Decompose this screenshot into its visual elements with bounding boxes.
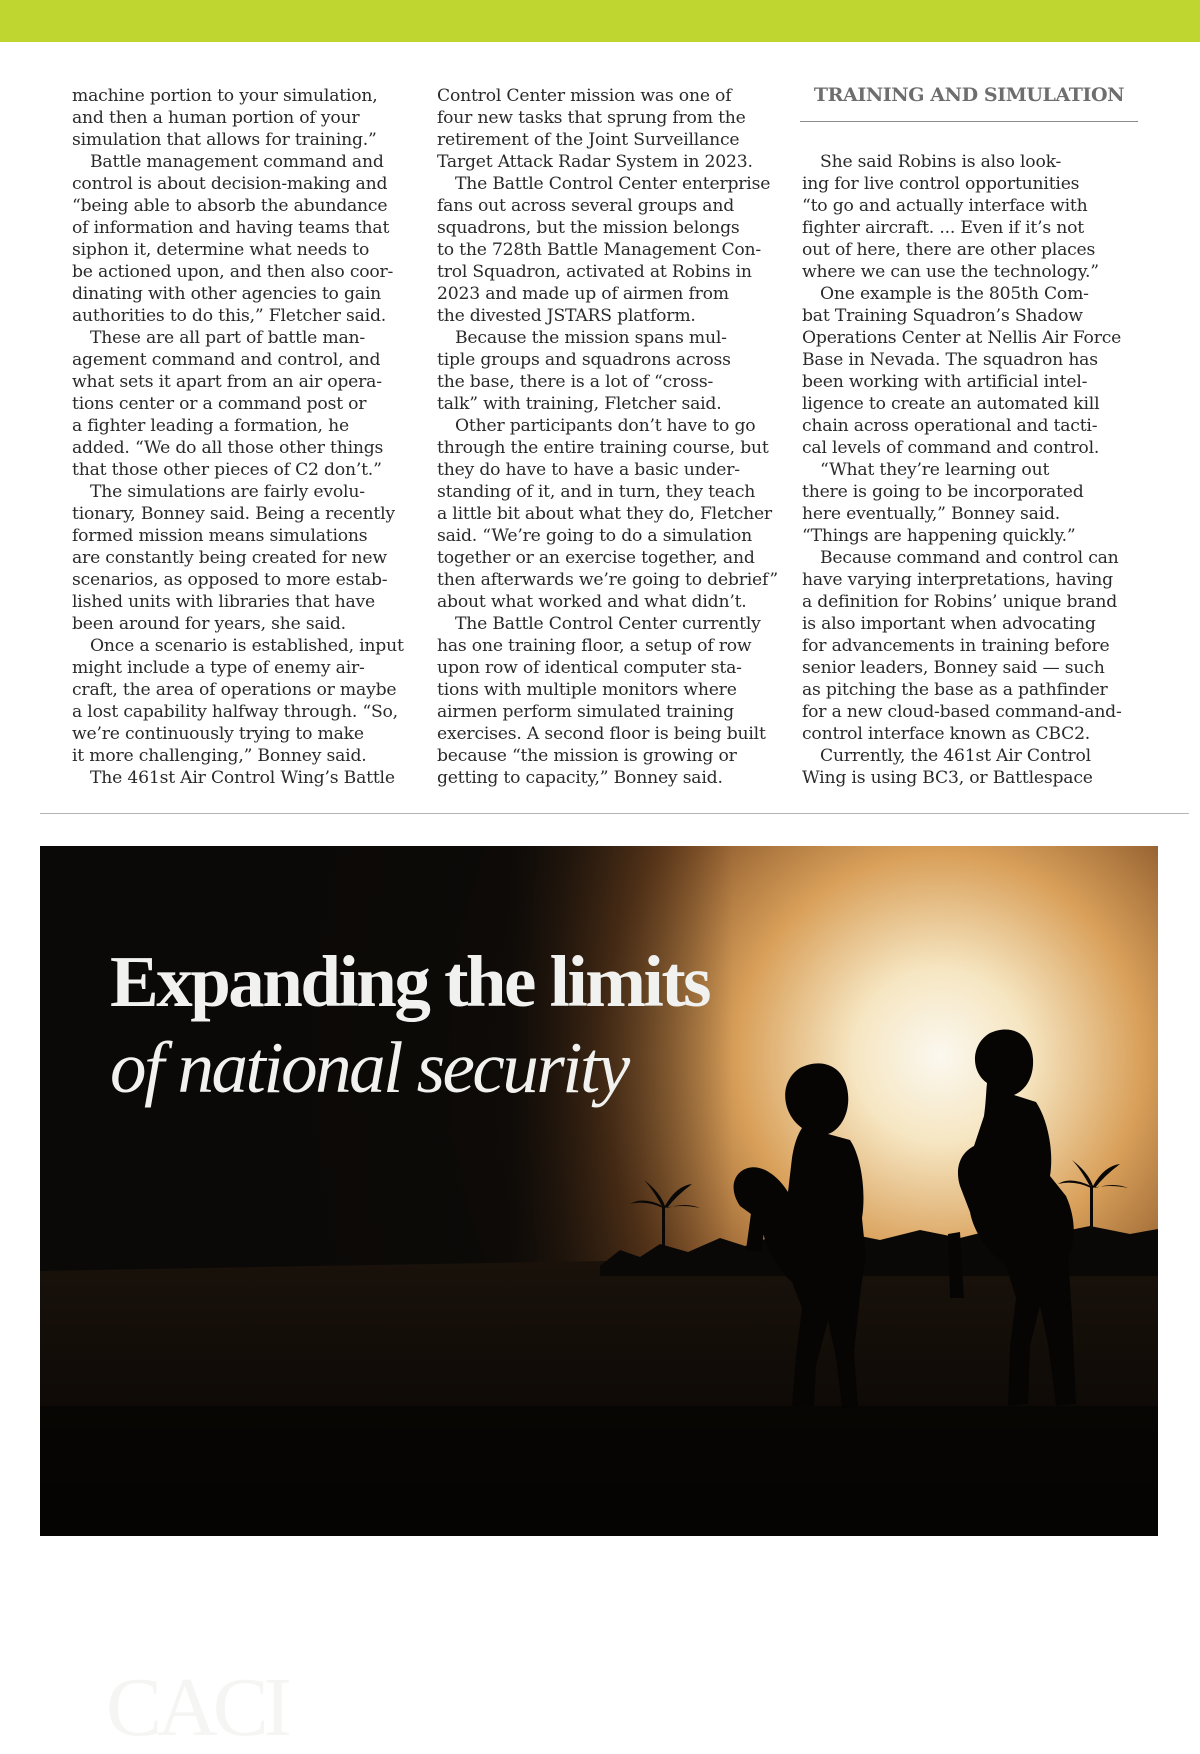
caci-advertisement[interactable] [40,846,1158,1754]
article-line: formed mission means simulations [72,526,368,546]
article-line: control is about decision-making and [72,174,388,194]
article-line: a definition for Robins’ unique brand [802,592,1118,612]
article-line: of information and having teams that [72,218,390,238]
article-line: fighter aircraft. ... Even if it’s not [802,218,1084,238]
article-line: ligence to create an automated kill [802,394,1100,414]
article-line: the base, there is a lot of “cross- [437,372,714,392]
article-line: She said Robins is also look- [820,152,1062,172]
article-line: has one training floor, a setup of row [437,636,752,656]
article-line: where we can use the technology.” [802,262,1099,282]
article-line: been working with artificial intel- [802,372,1088,392]
article-line: out of here, there are other places [802,240,1096,260]
article-line: One example is the 805th Com- [820,284,1089,304]
article-line: authorities to do this,” Fletcher said. [72,306,387,326]
article-line: are constantly being created for new [72,548,387,568]
article-line: squadrons, but the mission belongs [437,218,740,238]
article-line: trol Squadron, activated at Robins in [437,262,752,282]
article-line: simulation that allows for training.” [72,130,377,150]
ad-headline-line-2: of national security [110,1027,628,1108]
article-line: for a new cloud-based command-and- [802,702,1122,722]
article-line: tions center or a command post or [72,394,367,414]
article-line: to the 728th Battle Management Con- [437,240,762,260]
article-line: it more challenging,” Bonney said. [72,746,367,766]
article-line: Wing is using BC3, or Battlespace [802,768,1093,788]
article-line: been around for years, she said. [72,614,346,634]
article-line: about what worked and what didn’t. [437,592,747,612]
article-line: The Battle Control Center enterprise [455,174,771,194]
article-line: scenarios, as opposed to more estab- [72,570,388,590]
article-column-1 [72,85,412,789]
article-line: craft, the area of operations or maybe [72,680,397,700]
article-line: said. “We’re going to do a simulation [437,526,752,546]
article-line: bat Training Squadron’s Shadow [802,306,1083,326]
article-column-3 [802,151,1142,789]
article-line: as pitching the base as a pathfinder [802,680,1108,700]
article-line: retirement of the Joint Surveillance [437,130,740,150]
article-line: standing of it, and in turn, they teach [437,482,756,502]
article-line: Target Attack Radar System in 2023. [437,152,753,172]
article-line: because “the mission is growing or [437,746,737,766]
article-line: tionary, Bonney said. Being a recently [72,504,395,524]
article-line: might include a type of enemy air- [72,658,365,678]
article-line: exercises. A second floor is being built [437,724,766,744]
article-line: “Things are happening quickly.” [802,526,1076,546]
article-line: siphon it, determine what needs to [72,240,370,260]
article-line: that those other pieces of C2 don’t.” [72,460,382,480]
article-line: Currently, the 461st Air Control [820,746,1091,766]
section-rule [800,121,1138,122]
article-line: what sets it apart from an air opera- [72,372,382,392]
article-line: lished units with libraries that have [72,592,376,612]
article-line: tions with multiple monitors where [437,680,737,700]
article-line: be actioned upon, and then also coor- [72,262,394,282]
article-line: These are all part of battle man- [90,328,365,348]
ad-divider [40,813,1189,814]
article-line: then afterwards we’re going to debrief” [437,570,779,590]
article-line: Battle management command and [90,152,384,172]
article-line: a fighter leading a formation, he [72,416,349,436]
article-line: Operations Center at Nellis Air Force [802,328,1122,348]
article-line: chain across operational and tacti- [802,416,1098,436]
article-line: a lost capability halfway through. “So, [72,702,398,722]
article-line: through the entire training course, but [437,438,769,458]
article-line: “What they’re learning out [820,460,1050,480]
caci-logo: CACI [106,1661,287,1754]
article-line: airmen perform simulated training [437,702,734,722]
article-line: have varying interpretations, having [802,570,1113,590]
article-line: and then a human portion of your [72,108,360,128]
article-line: a little bit about what they do, Fletcher [437,504,772,524]
article-line: they do have to have a basic under- [437,460,740,480]
section-label: TRAINING AND SIMULATION [813,84,1125,106]
article-line: agement command and control, and [72,350,381,370]
article-line: control interface known as CBC2. [802,724,1091,744]
article-line: upon row of identical computer sta- [437,658,742,678]
article-line: “being able to absorb the abundance [72,196,388,216]
article-line: Other participants don’t have to go [455,416,756,436]
article-line: Base in Nevada. The squadron has [802,350,1098,370]
article-line: 2023 and made up of airmen from [437,284,729,304]
article-line: ing for live control opportunities [802,174,1080,194]
article-column-2 [437,85,777,789]
article-line: Control Center mission was one of [437,86,732,106]
article-line: added. “We do all those other things [72,438,384,458]
article-line: for advancements in training before [802,636,1110,656]
article-line: fans out across several groups and [437,196,735,216]
article-line: the divested JSTARS platform. [437,306,696,326]
article-line: Once a scenario is established, input [90,636,404,656]
top-accent-bar [0,0,1200,42]
article-line: cal levels of command and control. [802,438,1100,458]
article-line: there is going to be incorporated [802,482,1084,502]
ad-headline-line-1: Expanding the limits [110,941,710,1022]
article-line: The Battle Control Center currently [455,614,761,634]
article-line: together or an exercise together, and [437,548,755,568]
article-line: getting to capacity,” Bonney said. [437,768,723,788]
article-line: talk” with training, Fletcher said. [437,394,722,414]
article-line: machine portion to your simulation, [72,86,378,106]
article-line: The 461st Air Control Wing’s Battle [90,768,395,788]
article-line: we’re continuously trying to make [72,724,364,744]
article-line: senior leaders, Bonney said — such [802,658,1105,678]
article-line: dinating with other agencies to gain [72,284,381,304]
article-line: Because the mission spans mul- [455,328,727,348]
article-line: here eventually,” Bonney said. [802,504,1061,524]
article-line: The simulations are fairly evolu- [90,482,365,502]
article-line: four new tasks that sprung from the [437,108,746,128]
article-line: is also important when advocating [802,614,1096,634]
article-line: Because command and control can [820,548,1119,568]
article-line: “to go and actually interface with [802,196,1088,216]
article-line: tiple groups and squadrons across [437,350,731,370]
